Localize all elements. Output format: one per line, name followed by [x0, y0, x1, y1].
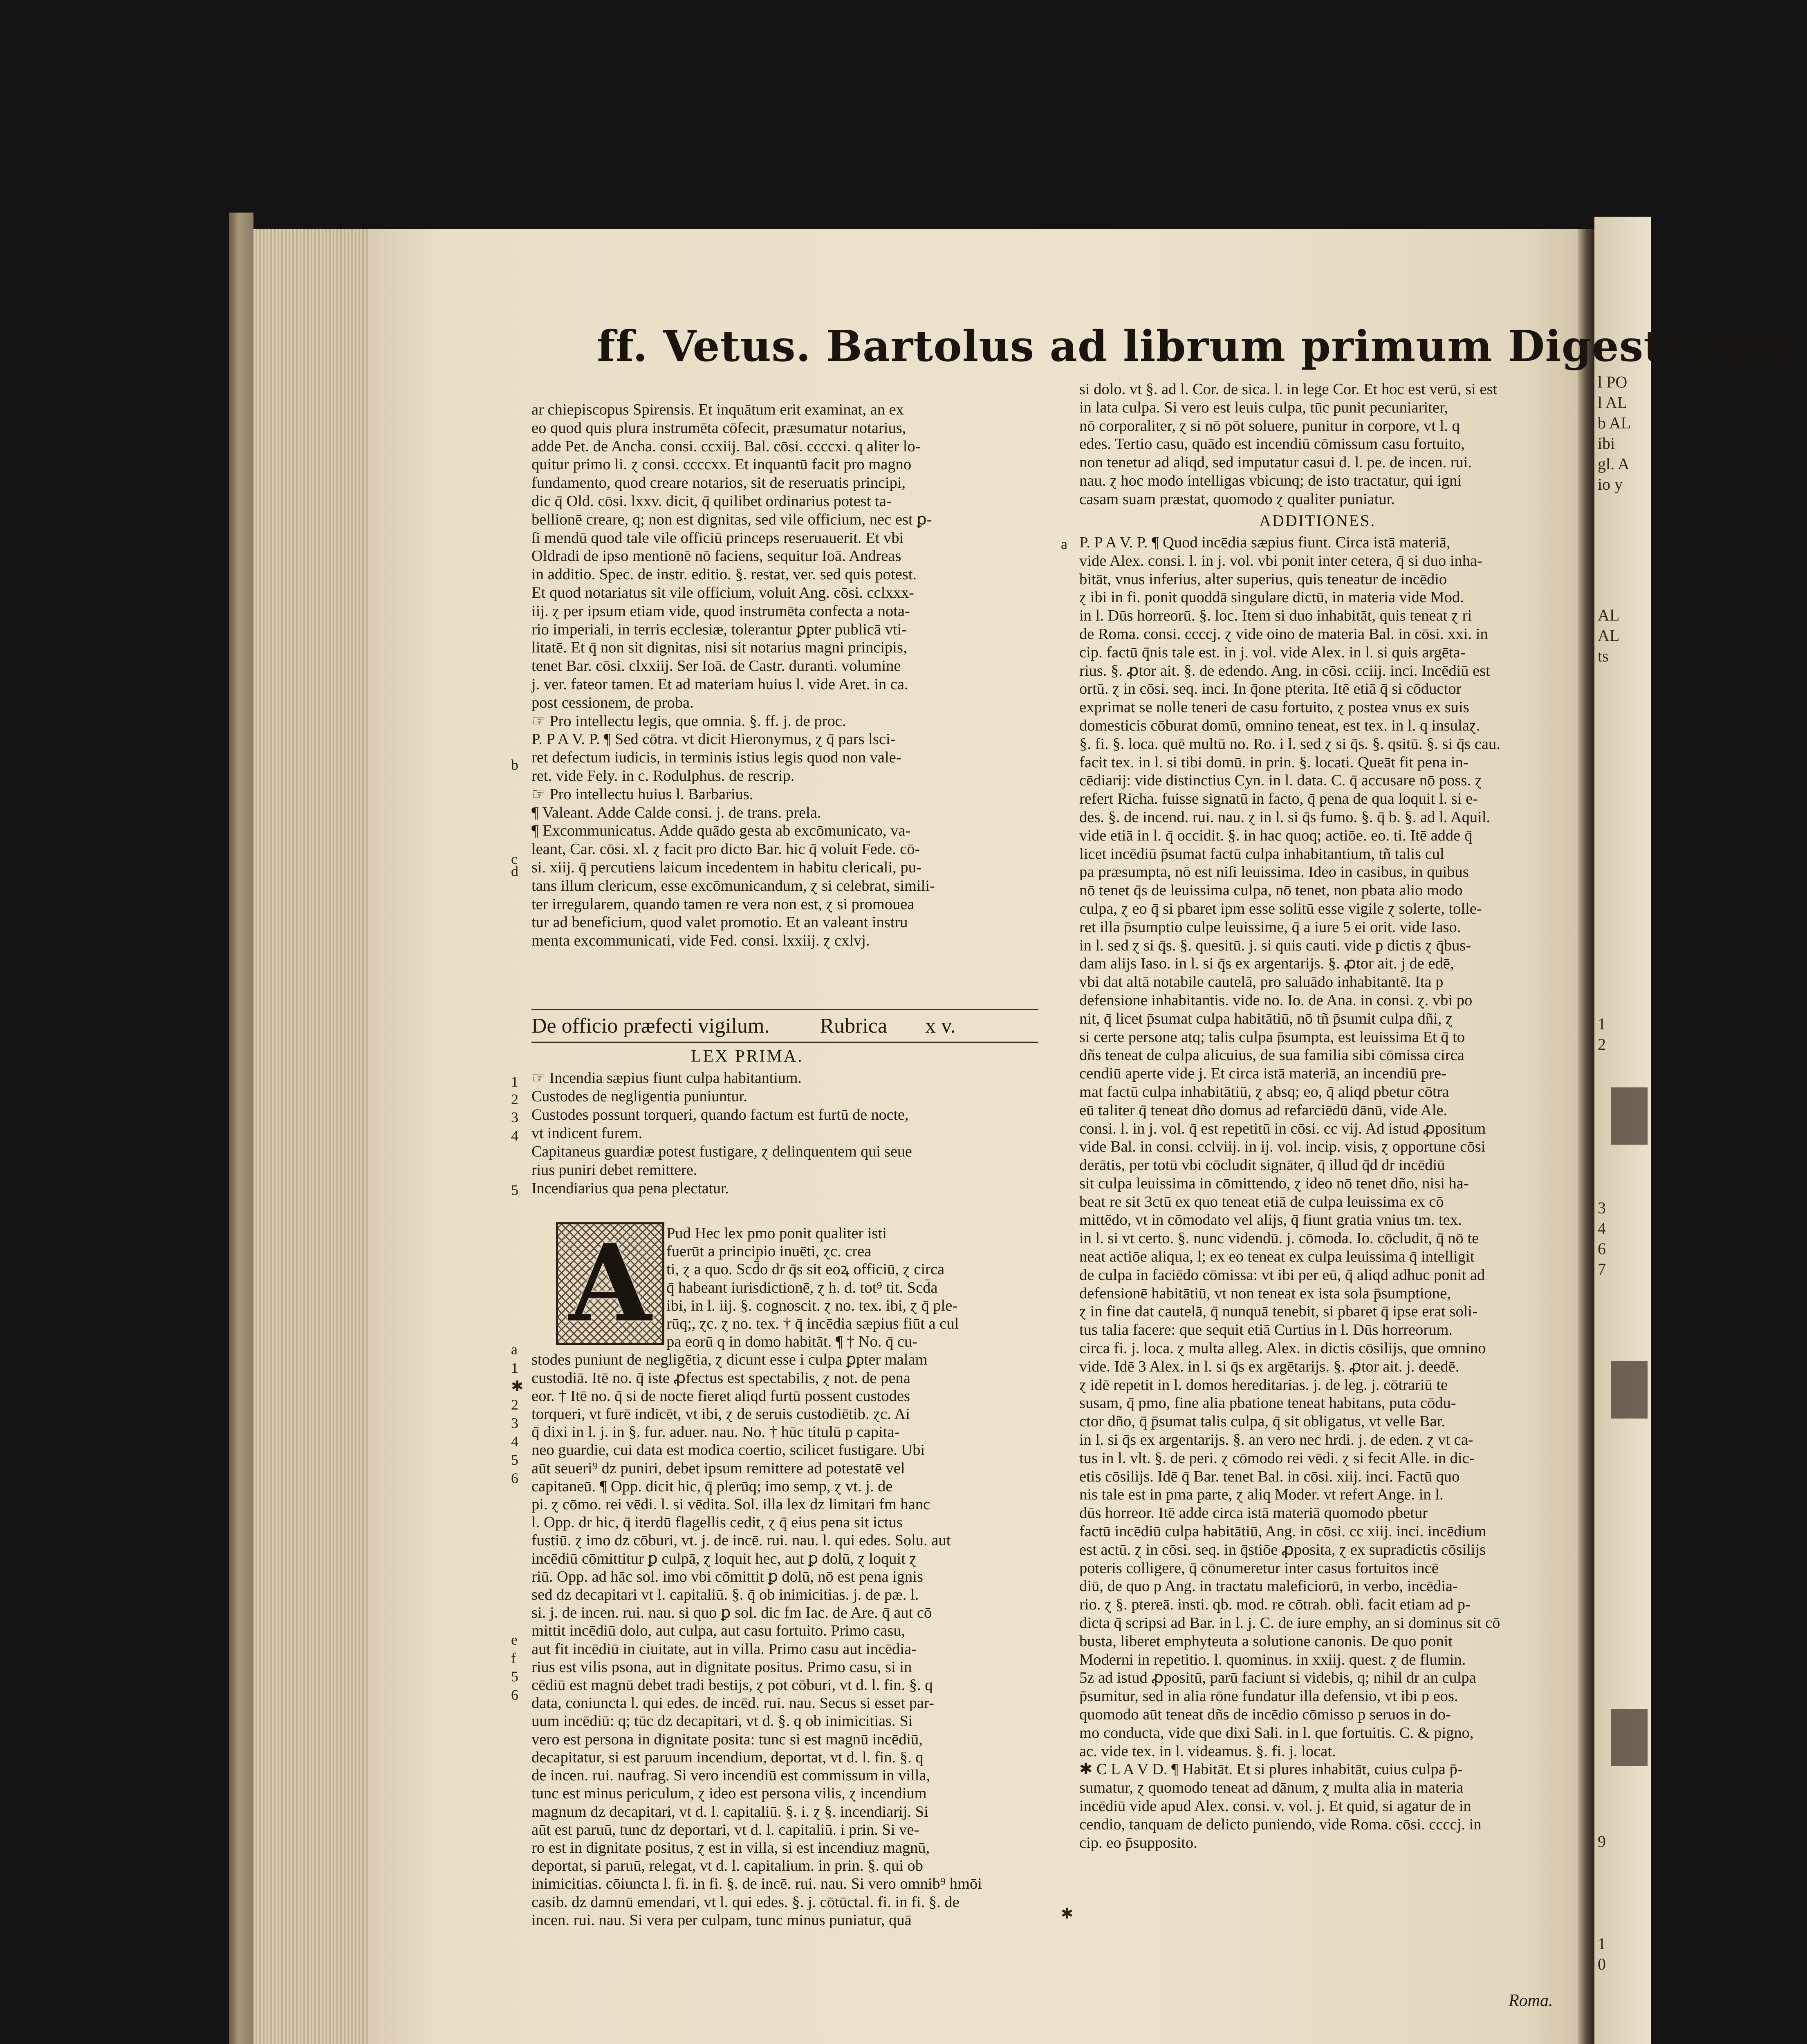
additio-line: nit, q̄ licet p̄sumat culpa habitātiū, nō tñ p̄sumit culpa dñi, ɀ: [1079, 1010, 1453, 1027]
additio-line: cip. factū q̄nis tale est. in j. vol. vide Alex. in l. si quis argēta-: [1079, 643, 1466, 661]
initial-letter: A: [569, 1221, 652, 1346]
commentary-line: menta excommunicati, vide Fed. consi. lxxiij. ɀ cxlvj.: [531, 932, 870, 950]
gloss-line: pa eorū q in domo habitāt. ¶ † No. q̄ cu-: [666, 1333, 918, 1351]
gloss-line: casib. dz damnū emendari, vt l. qui edes. §. j. cōtūctal. fi. in fi. §. de: [531, 1893, 960, 1911]
additio-line: factū incēdiū culpa habitātiū, Ang. in cōsi. cc xiij. inci. incēdium: [1079, 1523, 1486, 1540]
additiones-heading: ADDITIONES.: [1259, 511, 1376, 530]
commentary-line: non tenetur ad aliqd, sed imputatur casui d. l. pe. de incen. rui.: [1079, 454, 1472, 471]
gloss-line: aut fit incēdiū in ciuitate, aut in villa. Primo casu aut incēdia-: [531, 1640, 917, 1658]
gloss-line: neo guardie, cui data est modica coertio, scilicet fustigare. Ubi: [531, 1441, 925, 1459]
gloss-line: l. Opp. dr hic, q̄ iterdū flagellis cedit, ɀ q̄ eius pena sit ictus: [531, 1514, 903, 1531]
rubric-number: x v.: [925, 1014, 956, 1038]
gloss-line: torqueri, vt furē indicēt, vt ibi, ɀ de seruis custodiētib. ɀc. Ai: [531, 1405, 910, 1423]
facing-page-text: 1: [1598, 1015, 1606, 1033]
commentary-line: tenet Bar. cōsi. clxxiij. Ser Ioā. de Castr. duranti. volumine: [531, 657, 901, 675]
additio-line: incēdiū vide apud Alex. consi. v. vol. j. Et quid, si agatur de in: [1079, 1797, 1471, 1815]
additio-line: mo conducta, vide que dixi Sali. in l. que fortuitis. C. & pigno,: [1079, 1724, 1474, 1741]
gloss-line: q̄ habeant iurisdictionē, ɀ h. d. tot⁹ tit. Scd̄a: [666, 1279, 938, 1296]
gloss-line: riū. Opp. ad hāc sol. imo vbi cōmittit ꝑ dolū, nō est pena ignis: [531, 1568, 923, 1585]
summary-item: ☞ Incendia sæpius fiunt culpa habitantium.: [531, 1069, 802, 1087]
additio-line: rio. ɀ §. ptereā. insti. qb. mod. re cōtrah. obli. facit etiam ad p-: [1079, 1596, 1471, 1614]
additio-line: in l. Dūs horreorū. §. loc. Item si duo inhabitāt, quis teneat ɀ ri: [1079, 607, 1472, 625]
gloss-line: Pud Hec lex pmo ponit qualiter isti: [666, 1225, 887, 1242]
additio-line: §. fi. §. loca. quē multū no. Ro. i l. sed ɀ si q̄s. §. qsitū. §. si q̄s cau.: [1079, 735, 1500, 753]
commentary-line: adde Pet. de Ancha. consi. ccxiij. Bal. cōsi. ccccxi. q aliter lo-: [531, 437, 921, 455]
margin-marker: 5: [511, 1668, 518, 1685]
margin-marker: 5: [511, 1452, 518, 1468]
commentary-line: nau. ɀ hoc modo intelligas vbicunq; de isto tractatur, qui igni: [1079, 472, 1462, 489]
right-column-additiones: [1079, 533, 1574, 1852]
margin-marker: d: [511, 863, 518, 879]
additio-line: vide Bal. in consi. cclviij. in ij. vol. incip. visis, ɀ opportune cōsi: [1079, 1138, 1486, 1156]
facing-page-text: AL: [1598, 606, 1620, 624]
rubric-text: De officio præfecti vigilum.: [531, 1014, 770, 1038]
additio-line: ret illa p̄sumptio culpe leuissime, q̄ a iure 5 ei orit. vide Iaso.: [1079, 918, 1461, 936]
additio-line: facit tex. in l. si tibi domū. in prin. §. locati. Queāt fit pena in-: [1079, 753, 1468, 771]
margin-marker: 1: [511, 1074, 518, 1090]
summary-item: Incendiarius qua pena plectatur.: [531, 1180, 729, 1197]
additio-line: est actū. ɀ in cōsi. seq. in q̄stiōe ꝓposita, ɀ ex supradictis cōsilijs: [1079, 1541, 1486, 1558]
facing-page-woodcut: [1611, 1087, 1648, 1145]
facing-page-text: AL: [1598, 626, 1620, 645]
gloss-line: uum incēdiū: q; tūc dz decapitari, vt d. §. q ob inimicitias. Si: [531, 1712, 913, 1730]
margin-marker: a: [1061, 536, 1067, 552]
additio-line: p̄sumitur, sed in alia rōne fundatur illa defensio, vt ibi p eos.: [1079, 1688, 1458, 1705]
gloss-line: decapitatur, si est paruum incendium, deportat, vt d. l. fin. §. q: [531, 1748, 924, 1766]
additio-line: derātis, per totū vbi cōcludit signāter, q̄ illud q̄d dr incēdiū: [1079, 1156, 1445, 1174]
additio-line: dicta q̄ scripsi ad Bar. in l. j. C. de iure emphy, an si dominus sit cō: [1079, 1614, 1500, 1632]
rubric-rule-bottom: [531, 1042, 1038, 1043]
facing-page-text: 7: [1598, 1260, 1606, 1278]
additio-line: nō tenet q̄s de leuissima culpa, nō tenet, non pbata alio modo: [1079, 882, 1463, 899]
additio-line: poteris colligere, q̄ cōnumeretur inter casus fortuitos incē: [1079, 1559, 1439, 1577]
commentary-line: si dolo. vt §. ad l. Cor. de sica. l. in lege Cor. Et hoc est verū, si est: [1079, 381, 1498, 398]
facing-page-text: ibi: [1598, 434, 1615, 453]
facing-page-text: 2: [1598, 1035, 1606, 1053]
running-header: ff. Vetus. Bartolus ad librum primum Digestorum.: [597, 321, 1807, 371]
gloss-line: rius est vilis psona, aut in dignitate positus. Primo casu, si in: [531, 1658, 912, 1676]
gloss-line: mittit incēdiū dolo, aut culpa, aut casu fortuito. Primo casu,: [531, 1622, 906, 1640]
commentary-line: tans illum clericum, esse excōmunicandum, ɀ si celebrat, simili-: [531, 877, 935, 894]
gloss-line: fustiū. ɀ imo dz cōburi, vt. j. de incē. rui. nau. l. qui edes. Solu. aut: [531, 1532, 951, 1549]
margin-marker: 2: [511, 1396, 518, 1413]
margin-marker: 2: [511, 1091, 518, 1107]
additio-line: ac. vide tex. in l. videamus. §. fi. j. locat.: [1079, 1742, 1336, 1760]
margin-marker: 5: [511, 1182, 518, 1198]
facing-page-text: l PO: [1598, 373, 1628, 391]
commentary-line: in lata culpa. Si vero est leuis culpa, tūc punit pecuniariter,: [1079, 399, 1448, 416]
margin-marker: 6: [511, 1687, 518, 1703]
facing-page-text: 0: [1598, 1955, 1606, 1973]
facing-page-text: 6: [1598, 1239, 1606, 1258]
rubric-rule-top: [531, 1009, 1038, 1010]
additio-line: vide. Idē 3 Alex. in l. si q̄s ex argētarijs. §. ꝓtor ait. j. deedē.: [1079, 1358, 1460, 1375]
decorated-initial: [556, 1222, 664, 1345]
commentary-line: edes. Tertio casu, quādo est incendiū cōmissum casu fortuito,: [1079, 435, 1465, 453]
facing-page-text: io y: [1598, 475, 1623, 493]
facing-page-text: 4: [1598, 1219, 1606, 1237]
additio-line: 5z ad istud ꝓpositū, parū faciunt si videbis, q; nihil dr an culpa: [1079, 1669, 1476, 1687]
facing-page-text: b AL: [1598, 414, 1631, 432]
facing-page-fragment: [1594, 217, 1651, 2044]
additio-line: vbi dat altā notabile cautelā, pro saluādo inhabitantē. Ita p: [1079, 973, 1444, 991]
additio-line: quomodo aūt teneat dñs de incēdio cōmisso p seruos in do-: [1079, 1706, 1451, 1723]
facing-page-text: 9: [1598, 1832, 1606, 1851]
commentary-line: tur ad beneficium, quod valet promotio. Et an valeant instru: [531, 914, 908, 931]
margin-marker: e: [511, 1632, 518, 1648]
additio-line: ctor dño, q̄ p̄sumat talis culpa, q̄ sit obligatus, vt velle Bar.: [1079, 1413, 1445, 1430]
margin-marker: 3: [511, 1109, 518, 1125]
facing-page-text: 1: [1598, 1934, 1606, 1953]
commentary-line: bellionē creare, q; non est dignitas, sed vile officium, nec est ꝑ-: [531, 511, 932, 528]
lex-heading: LEX PRIMA.: [691, 1047, 804, 1066]
commentary-line: ret. vide Fely. in c. Rodulphus. de rescrip.: [531, 767, 795, 784]
additio-line: etis cōsilijs. Idē q̄ Bar. tenet Bal. in cōsi. xiij. inci. Factū quo: [1079, 1468, 1460, 1485]
gloss-line: incen. rui. nau. Si vera per culpam, tunc minus puniatur, quā: [531, 1911, 912, 1929]
gloss-line: ro est in dignitate positus, ɀ est in villa, si est incendiuz magnū,: [531, 1839, 930, 1856]
additio-line: vide etiā in l. q̄ occidit. §. in hac quoq; actiōe. eo. ti. Itē adde q̄: [1079, 827, 1473, 844]
margin-marker: b: [511, 757, 518, 773]
summaria-list: [531, 1069, 1038, 1198]
facing-page-text: gl. A: [1598, 455, 1630, 473]
commentary-line: Oldradi de ipso mentionē nō faciens, sequitur Ioā. Andreas: [531, 547, 901, 565]
gloss-line: ti, ɀ a quo. Scd̄o dr q̄s sit eoꝝ officiū, ɀ circa: [666, 1261, 945, 1278]
additio-line: dūs horreor. Itē adde circa istā materiā quomodo pbetur: [1079, 1504, 1428, 1522]
additio-line: eū taliter q̄ teneat dño domus ad refarciēdū dānū, vide Ale.: [1079, 1101, 1448, 1119]
gloss-line: eor. † Itē no. q̄ si de nocte fieret aliqd furtū possent custodes: [531, 1387, 910, 1405]
additio-line: in l. si vt certo. §. nunc videndū. j. cōmoda. Io. cōcludit, q̄ nō te: [1079, 1230, 1479, 1247]
additio-line: mittēdo, vt in cōmodato vel alijs, q̄ fiunt gratia vnius tm. tex.: [1079, 1211, 1462, 1229]
additio-line: defensionē habitātiū, vt non teneat ex ista sola p̄sumptione,: [1079, 1284, 1451, 1302]
facing-page-woodcut: [1611, 1361, 1648, 1419]
page-stack-edges: [253, 229, 376, 2044]
additio-line: consi. l. in j. vol. q̄ est repetitū in cōsi. cc vij. Ad istud ꝓpositum: [1079, 1120, 1486, 1137]
gloss-line: magnum dz decapitari, vt d. l. capitaliū. §. i. ɀ §. incendiarij. Si: [531, 1803, 928, 1820]
margin-marker: c: [511, 851, 518, 867]
commentary-line: fundamento, quod creare notarios, sit de reseruatis principi,: [531, 474, 906, 492]
additio-line: si certe persone atq; talis culpa p̄sumpta, est leuissima Et q̄ to: [1079, 1028, 1465, 1046]
commentary-line: j. ver. fateor tamen. Et ad materiam huius l. vide Aret. in ca.: [531, 675, 908, 693]
additio-line: sit culpa leuissima in cōmittendo, ɀ ideo nō tenet dño, nisi ha-: [1079, 1174, 1469, 1192]
summary-item: Custodes de negligentia puniuntur.: [531, 1088, 747, 1105]
additio-line: busta, liberet emphyteuta a solutione canonis. De quo ponit: [1079, 1632, 1453, 1650]
additio-line: in l. sed ɀ si q̄s. §. quesitū. j. si quis cauti. vide p dictis ɀ q̄bus-: [1079, 937, 1471, 954]
commentary-line: post cessionem, de proba.: [531, 694, 694, 711]
additio-line: sumatur, ɀ quomodo teneat ad dānum, ɀ multa alia in materia: [1079, 1779, 1464, 1797]
gloss-line: ibi, in l. iij. §. cognoscit. ɀ no. tex. ibi, ɀ q̄ ple-: [666, 1297, 958, 1314]
margin-marker: a: [511, 1341, 518, 1358]
summary-item: rius puniri debet remittere.: [531, 1161, 697, 1179]
additio-line: nis tale est in pma parte, ɀ aliq Moder. vt refert Ange. in l.: [1079, 1486, 1444, 1504]
commentary-line: ret defectum iudicis, in terminis istius legis quod non vale-: [531, 749, 901, 766]
gloss-line: vero est persona in dignitate posita: tunc si est magnū incēdiū,: [531, 1730, 923, 1748]
additio-line: tus talia facere: que sequit etiā Curtius in l. Dūs horreorum.: [1079, 1321, 1453, 1339]
margin-marker: 6: [511, 1470, 518, 1486]
commentary-line: ☞ Pro intellectu legis, que omnia. §. ff. j. de proc.: [531, 712, 846, 730]
facing-page-woodcut: [1611, 1709, 1648, 1766]
commentary-line: ſi mendū quod tale vile officiū princeps reseruauerit. Et vbi: [531, 529, 904, 547]
margin-marker: 4: [511, 1127, 518, 1144]
additio-line: dñs teneat de culpa alicuius, de sua familia sibi cōmissa circa: [1079, 1047, 1464, 1064]
gloss-line: incēdiū cōmittitur ꝑ culpā, ɀ loquit hec, aut ꝑ dolū, ɀ loquit ɀ: [531, 1550, 917, 1567]
gloss-line: cēdiū est magnū debet tradi bestijs, ɀ pot cōburi, vt d. l. fin. §. q: [531, 1676, 933, 1694]
additio-line: ✱ C L A V D. ¶ Habitāt. Et si plures inhabitāt, cuius culpa p̄-: [1079, 1761, 1463, 1778]
gloss-line: sed dz decapitari vt l. capitaliū. §. q̄ ob inimicitias. j. de pæ. l.: [531, 1586, 919, 1604]
summary-item: vt indicent furem.: [531, 1125, 643, 1142]
commentary-line: ¶ Excommunicatus. Adde quādo gesta ab excōmunicato, va-: [531, 822, 911, 840]
gloss-line: tunc est minus periculum, ɀ ideo est persona vilis, ɀ incendium: [531, 1785, 927, 1802]
commentary-line: eo quod quis plura instrumēta cōfecit, præsumatur notarius,: [531, 419, 906, 437]
catchword: Roma.: [1509, 1991, 1553, 2010]
gloss-line: de incen. rui. naufrag. Si vero incendiū est commissum in villa,: [531, 1767, 930, 1784]
gloss-line: si. j. de incen. rui. nau. si quo ꝑ sol. dic fm Iac. de Are. q̄ aut cō: [531, 1604, 932, 1622]
commentary-line: quitur primo li. ɀ consi. ccccxx. Et inquantū facit pro magno: [531, 456, 912, 473]
gloss-line: stodes puniunt de negligētia, ɀ dicunt esse i culpa ꝑpter malam: [531, 1351, 928, 1369]
additio-line: rius. §. ꝓtor ait. §. de edendo. Ang. in cōsi. cciij. inci. Incēdiū est: [1079, 662, 1490, 679]
margin-marker: ✱: [511, 1378, 524, 1394]
additio-line: neat actiōe aliqua, l; ex eo teneat ex culpa leuissima q̄ intelligit: [1079, 1248, 1475, 1266]
commentary-line: in additio. Spec. de instr. editio. §. restat, ver. sed quis potest.: [531, 566, 917, 583]
additio-line: domesticis cōburat domū, omnino teneat, est tex. in l. q insulaɀ.: [1079, 717, 1480, 734]
book-cover-edge: [229, 213, 253, 2044]
commentary-line: leant, Car. cōsi. xl. ɀ facit pro dicto Bar. hic q̄ voluit Fede. cō-: [531, 840, 920, 858]
commentary-line: si. xiij. q̄ percutiens laicum incedentem in habitu clericali, pu-: [531, 858, 921, 876]
additio-line: Moderni in repetitio. l. quominus. in xxiij. quest. ɀ de flumin.: [1079, 1651, 1466, 1668]
commentary-line: ar chiepiscopus Spirensis. Et inquātum erit examinat, an ex: [531, 401, 904, 418]
additio-line: ortū. ɀ in cōsi. seq. inci. In q̄one pterita. Itē etiā q̄ si cōductor: [1079, 680, 1462, 698]
facing-page-text: l AL: [1598, 393, 1628, 412]
margin-marker: 1: [511, 1360, 518, 1376]
commentary-line: litatē. Et q̄ non sit dignitas, nisi sit notarius magni principis,: [531, 639, 907, 657]
additio-line: dam alijs Iaso. in l. si q̄s ex argentarijs. §. ꝓtor ait. j de edē,: [1079, 955, 1454, 973]
summary-item: Custodes possunt torqueri, quando factum est furtū de nocte,: [531, 1106, 909, 1123]
gloss-line: aūt seueri⁹ dz puniri, debet ipsum remittere ad potestatē vel: [531, 1459, 905, 1477]
gloss-line: aūt est paruū, tunc dz deportari, vt d. l. capitaliū. i prin. Si ve-: [531, 1821, 919, 1838]
gloss-line: capitaneū. ¶ Opp. dicit hic, q̄ plerūq; imo semp, ɀ vt. j. de: [531, 1477, 893, 1495]
facing-page-text: 3: [1598, 1199, 1606, 1217]
additio-line: culpa, ɀ eo q̄ si pbaret ipm esse solitū esse vigile ɀ solerte, tolle-: [1079, 900, 1482, 917]
commentary-line: casam suam præstat, quomodo ɀ qualiter puniatur.: [1079, 490, 1395, 508]
commentary-line: ter irregularem, quando tamen re vera non est, ɀ si promouea: [531, 895, 915, 913]
left-column-commentary: [531, 401, 1038, 950]
commentary-line: rio imperiali, in terris ecclesiæ, tolerantur ꝑpter publicā vti-: [531, 621, 907, 638]
right-column-top: [1079, 380, 1574, 509]
gloss-line: inimicitias. cōiuncta l. fi. in fi. §. de incē. rui. nau. Si vero omnib⁹ hmōi: [531, 1875, 982, 1893]
additio-line: de Roma. consi. ccccj. ɀ vide oino de materia Bal. in cōsi. xxi. in: [1079, 625, 1488, 643]
additio-line: diū, de quo p Ang. in tractatu maleficiorū, in verbo, incēdia-: [1079, 1578, 1458, 1595]
additio-line: de culpa in faciēdo cōmissa: vt ibi per eū, q̄ aliqd adhuc ponit ad: [1079, 1266, 1485, 1284]
additio-line: des. §. de incend. rui. nau. ɀ in l. si q̄s fumo. §. q̄ b. §. ad l. Aquil.: [1079, 808, 1491, 826]
gloss-line: data, coniuncta l. qui edes. de incēd. rui. nau. Secus si esset par-: [531, 1694, 934, 1712]
facing-page-text: ts: [1598, 647, 1609, 665]
gloss-line: deportat, si paruū, relegat, vt d. l. capitalium. in prin. §. qui ob: [531, 1857, 924, 1875]
additio-line: vide Alex. consi. l. in j. vol. vbi ponit inter cetera, q̄ si duo inha-: [1079, 552, 1482, 569]
additio-line: cēdiarij: vide distinctius Cyn. in l. data. C. q̄ accusare nō poss. ɀ: [1079, 772, 1482, 789]
gloss-line: fuerūt a principio inuēti, ɀc. crea: [666, 1243, 872, 1260]
additio-line: pa præsumpta, nō est niſi leuissima. Ideo in casibus, in quibus: [1079, 863, 1469, 881]
gloss-line: rūq;, ɀc. ɀ no. tex. † q̄ incēdia sæpius fiūt a cul: [666, 1315, 959, 1333]
commentary-line: ☞ Pro intellectu huius l. Barbarius.: [531, 785, 753, 803]
commentary-line: Et quod notariatus sit vile officium, voluit Ang. cōsi. cclxxx-: [531, 584, 914, 601]
additio-line: mat factū culpa inhabitātiū, ɀ absq; eo, q̄ aliqd pbetur cōtra: [1079, 1083, 1449, 1100]
additio-line: susam, q̄ pmo, fine alia pbatione teneat habitans, puta cōdu-: [1079, 1394, 1456, 1412]
additio-line: licet incēdiū p̄sumat factū culpa inhabitantium, tñ talis cul: [1079, 845, 1444, 863]
commentary-line: dic q̄ Old. cōsi. lxxv. dicit, q̄ quilibet ordinarius potest ta-: [531, 492, 892, 510]
additio-line: circa fi. j. loca. ɀ multa alleg. Alex. in dictis cōsilijs, que omnino: [1079, 1340, 1486, 1357]
additio-line: bitāt, vnus inferius, alter superius, quis teneatur de incēdio: [1079, 570, 1447, 588]
rubric-label: Rubrica: [820, 1014, 888, 1038]
additio-line: cip. eo p̄supposito.: [1079, 1834, 1197, 1851]
gloss-line: pi. ɀ cōmo. rei vēdi. l. si vēdita. Sol. illa lex dz limitari fm hanc: [531, 1496, 930, 1513]
additio-line: cendio, tanquam de delicto puniendo, vide Roma. cōsi. ccccj. in: [1079, 1815, 1482, 1833]
additio-line: ɀ ibi in fi. ponit quoddā singulare dictū, in materia vide Mod.: [1079, 589, 1464, 606]
additio-line: ɀ in fine dat cautelā, q̄ nunquā tenebit, si pbaret q̄ ipse erat soli-: [1079, 1303, 1477, 1320]
book-gutter: [1578, 229, 1594, 2044]
additio-line: defensione inhabitantis. vide no. Io. de Ana. in consi. ɀ. vbi po: [1079, 991, 1473, 1009]
commentary-line: nō corporaliter, ɀ si nō pōt soluere, punitur in corpore, vt l. q: [1079, 417, 1460, 435]
additio-line: ɀ idē repetit in l. domos hereditarias. j. de leg. j. cōtrariū te: [1079, 1376, 1448, 1394]
additio-line: tus in l. vlt. §. de peri. ɀ cōmodo rei vēdi. ɀ si fecit Alle. in dic-: [1079, 1449, 1475, 1467]
commentary-line: P. P A V. P. ¶ Sed cōtra. vt dicit Hieronymus, ɀ q̄ pars lsci-: [531, 731, 896, 748]
margin-marker: 4: [511, 1433, 518, 1450]
additio-line: in l. si q̄s ex argentarijs. §. an vero nec hrdi. j. de eden. ɀ vt ca-: [1079, 1431, 1473, 1449]
gloss-line: custodiā. Itē no. q̄ iste ꝓfectus est spectabilis, ɀ not. de pena: [531, 1369, 910, 1387]
margin-marker: f: [511, 1650, 516, 1666]
margin-marker: ✱: [1061, 1905, 1074, 1922]
commentary-line: iij. ɀ per ipsum etiam vide, quod instrumēta confecta a nota-: [531, 602, 910, 620]
additio-line: P. P A V. P. ¶ Quod incēdia sæpius fiunt. Circa istā materiā,: [1079, 534, 1451, 551]
gloss-line: q̄ dixi in l. j. in §. fur. aduer. nau. No. † hūc titulū p capita-: [531, 1423, 900, 1441]
additio-line: beat re sit 3ctū ex quo teneat etiā de culpa leuissima ex cō: [1079, 1193, 1444, 1210]
rubric-title: [531, 1014, 1038, 1038]
additio-line: exprimat se nolle teneri de casu fortuito, ɀ postea vnus ex suis: [1079, 699, 1469, 716]
additio-line: cendiū aperte vide j. Et circa istā materiā, an incendiū pre-: [1079, 1065, 1446, 1083]
commentary-line: ¶ Valeant. Adde Calde consi. j. de trans. prela.: [531, 804, 821, 821]
summary-item: Capitaneus guardiæ potest fustigare, ɀ delinquentem qui seue: [531, 1143, 912, 1160]
additio-line: refert Richa. fuisse signatū in facto, q̄ pena de qua loquit l. si e-: [1079, 790, 1478, 808]
margin-marker: 3: [511, 1415, 518, 1431]
